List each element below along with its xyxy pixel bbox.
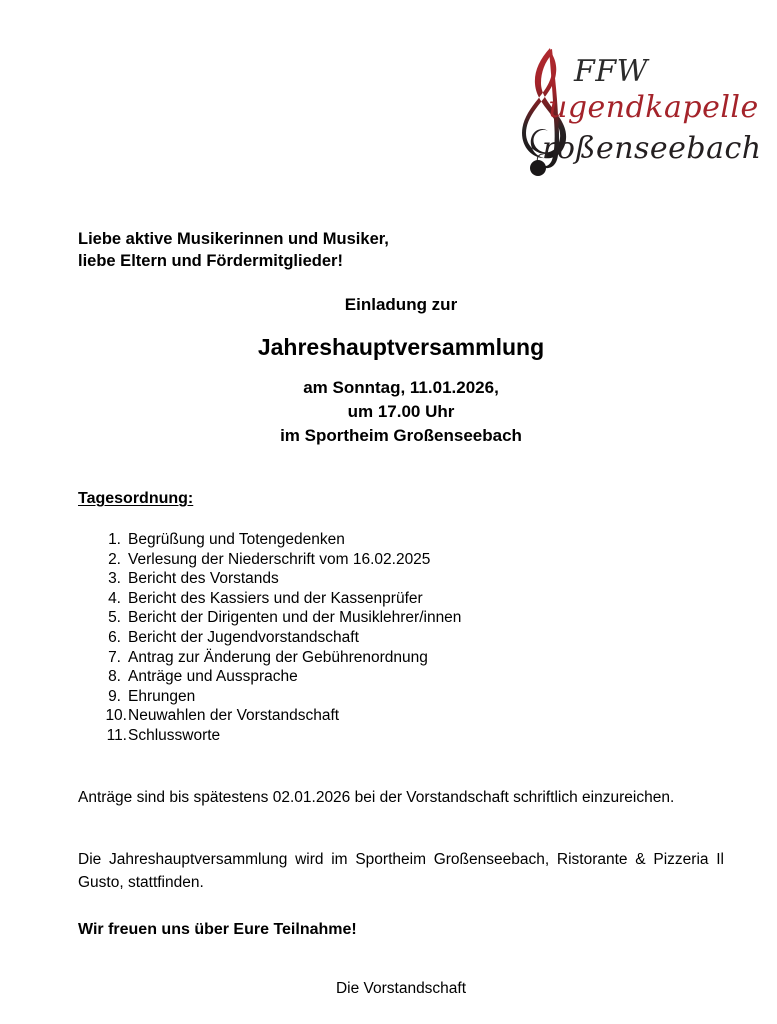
invitation-title: Jahreshauptversammlung	[257, 334, 545, 360]
agenda-item	[78, 706, 638, 726]
agenda-item-text: Bericht der Jugendvorstandschaft	[128, 628, 359, 646]
logo-line-grossenseebach: roßenseebach	[542, 131, 762, 166]
agenda-item-text: Verlesung der Niederschrift vom 16.02.2025	[128, 550, 431, 568]
invitation-time: um 17.00 Uhr	[347, 402, 455, 421]
salutation	[78, 228, 638, 272]
agenda-item	[78, 648, 638, 668]
closing-call-to-action: Wir freuen uns über Eure Teilnahme!	[78, 921, 357, 938]
agenda-item-text: Neuwahlen der Vorstandschaft	[128, 707, 340, 725]
logo-line-ffw: FFW	[574, 54, 648, 89]
agenda-item	[78, 550, 638, 570]
agenda-item-text: Antrag zur Änderung der Gebührenordnung	[128, 648, 428, 666]
agenda-item-number: 3.	[108, 570, 121, 588]
agenda-item-text: Bericht des Vorstands	[128, 570, 279, 588]
logo-line-jugendkapelle: ugendkapelle	[548, 90, 759, 125]
salutation-line-2: liebe Eltern und Fördermitglieder!	[78, 252, 343, 270]
invitation-lead: Einladung zur	[344, 295, 458, 314]
agenda-item-number: 8.	[108, 668, 121, 686]
paragraph-venue: Die Jahreshauptversammlung wird im Sportheim Großenseebach, Ristorante & Pizzeria Il Gusto, stattfinden.	[78, 851, 724, 891]
agenda-item-number: 2.	[108, 550, 121, 568]
agenda-heading: Tagesordnung:	[78, 490, 194, 507]
agenda-item-number: 4.	[108, 589, 121, 607]
logo-wordmark	[516, 38, 762, 178]
paragraph-motions-deadline: Anträge sind bis spätestens 02.01.2026 bei der Vorstandschaft schriftlich einzureichen.	[78, 789, 675, 806]
agenda-item	[78, 569, 638, 589]
agenda-item-number: 6.	[108, 628, 121, 646]
agenda-item-text: Bericht des Kassiers und der Kassenprüfer	[128, 589, 423, 607]
invitation-place: im Sportheim Großenseebach	[280, 426, 522, 445]
invitation-details	[78, 376, 724, 448]
agenda-item-number: 10.	[105, 707, 127, 725]
agenda-item-text: Bericht der Dirigenten und der Musiklehrer/innen	[128, 609, 462, 627]
agenda-item	[78, 608, 638, 628]
signature-line: Die Vorstandschaft	[335, 980, 467, 997]
agenda-item	[78, 530, 638, 550]
invitation-date: am Sonntag, 11.01.2026,	[303, 378, 499, 397]
agenda-item-number: 1.	[108, 531, 121, 548]
agenda-item-text: Begrüßung und Totengedenken	[128, 531, 345, 548]
agenda-item-number: 11.	[106, 726, 127, 744]
agenda-item	[78, 667, 638, 687]
agenda-item	[78, 726, 638, 746]
agenda-item-number: 5.	[108, 609, 121, 627]
organization-logo	[516, 38, 762, 178]
agenda-item-text: Schlussworte	[128, 726, 221, 744]
agenda-item-number: 7.	[108, 648, 121, 666]
agenda-item	[78, 589, 638, 609]
agenda-item	[78, 628, 638, 648]
salutation-line-1: Liebe aktive Musikerinnen und Musiker,	[78, 230, 389, 248]
invitation-block	[78, 294, 724, 448]
agenda-item-text: Ehrungen	[128, 687, 196, 705]
agenda-item	[78, 687, 638, 707]
agenda-list	[78, 530, 638, 746]
agenda-item-text: Anträge und Aussprache	[128, 668, 298, 686]
agenda-item-number: 9.	[108, 687, 121, 705]
